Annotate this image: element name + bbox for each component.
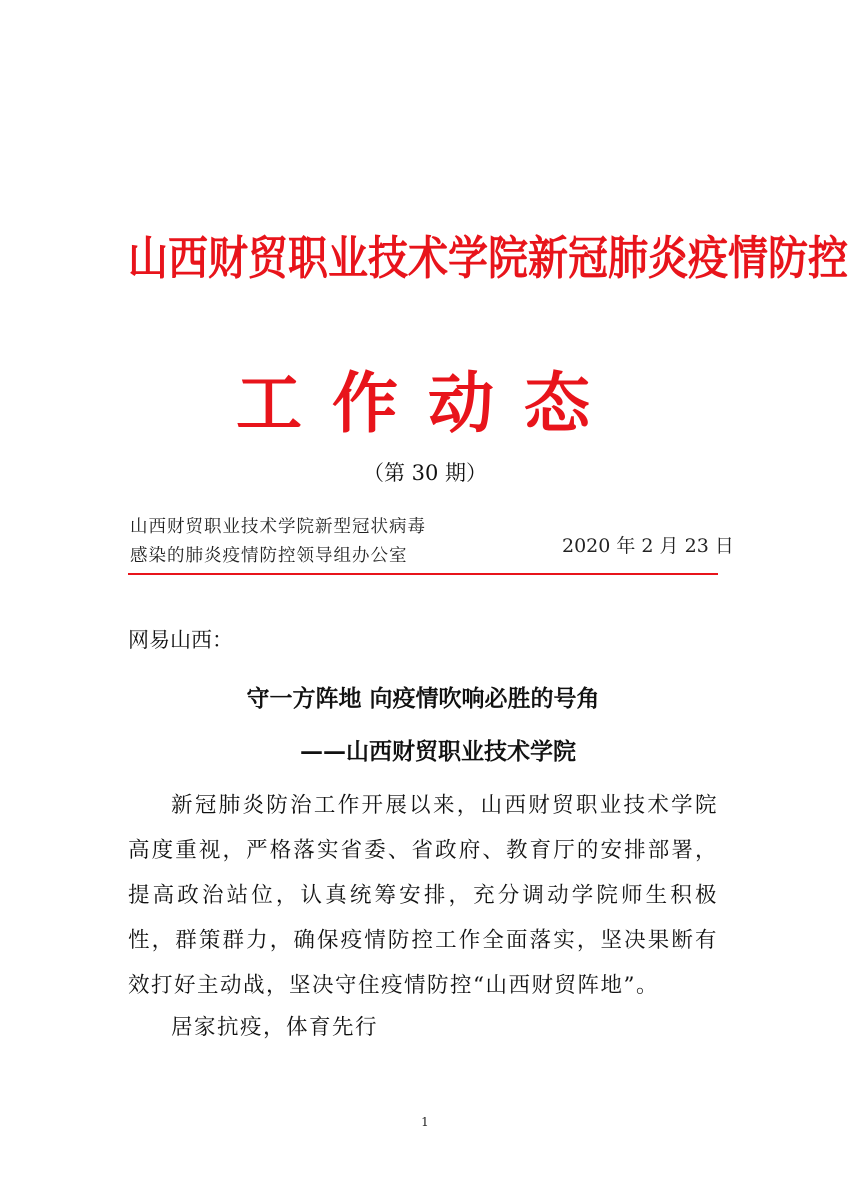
article-subtitle: ——山西财贸职业技术学院 bbox=[300, 738, 576, 765]
masthead-subtitle: 工作动态 bbox=[236, 364, 620, 442]
issuing-office-line-1: 山西财贸职业技术学院新型冠状病毒 bbox=[130, 517, 426, 537]
red-divider-rule bbox=[128, 573, 718, 575]
issuing-office bbox=[130, 513, 470, 571]
issue-number: （第 30 期） bbox=[362, 461, 488, 485]
article-paragraph: 新冠肺炎防治工作开展以来，山西财贸职业技术学院高度重视，严格落实省委、省政府、教育厅的安排部署，提高政治站位，认真统筹安排，充分调动学院师生积极性，群策群力，确保疫情防控工作全面落实，坚决果断有效打好主动战，坚决守住疫情防控“山西财贸阵地”。 bbox=[128, 793, 718, 998]
section-heading: 居家抗疫，体育先行 bbox=[171, 1015, 379, 1040]
masthead-title: 山西财贸职业技术学院新冠肺炎疫情防控 bbox=[128, 231, 848, 286]
recipient: 网易山西： bbox=[128, 628, 233, 652]
page-number: 1 bbox=[421, 1115, 429, 1129]
issue-date: 2020 年 2 月 23 日 bbox=[562, 535, 734, 557]
article-title: 守一方阵地 向疫情吹响必胜的号角 bbox=[246, 685, 600, 712]
issuing-office-line-2: 感染的肺炎疫情防控领导组办公室 bbox=[130, 546, 408, 566]
